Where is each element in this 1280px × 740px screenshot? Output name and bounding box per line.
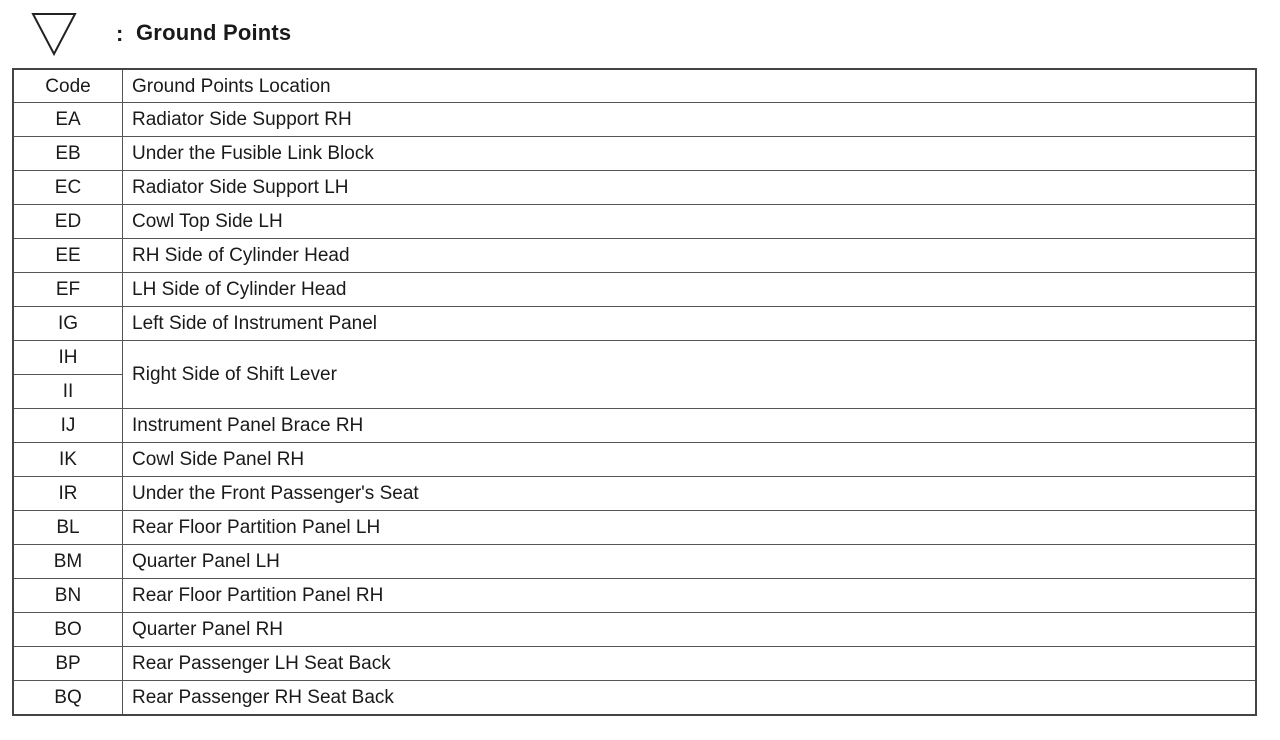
location-cell: Left Side of Instrument Panel [123,307,1257,341]
table-row [13,613,1256,647]
location-cell: Under the Fusible Link Block [123,137,1257,171]
location-cell: Rear Floor Partition Panel RH [123,579,1257,613]
header-colon: : [116,21,124,46]
column-header-code: Code [13,69,123,103]
location-cell: Rear Passenger RH Seat Back [123,681,1257,716]
table-row [13,137,1256,171]
table-row [13,307,1256,341]
table-row [13,579,1256,613]
column-header-location: Ground Points Location [123,69,1257,103]
code-cell: BP [13,647,123,681]
location-cell: Cowl Side Panel RH [123,443,1257,477]
location-cell: Quarter Panel RH [123,613,1257,647]
location-cell: Rear Passenger LH Seat Back [123,647,1257,681]
code-cell: IJ [13,409,123,443]
code-cell: BO [13,613,123,647]
location-cell: Right Side of Shift Lever [123,341,1257,409]
legend-header [30,10,630,60]
table-row [13,171,1256,205]
location-cell: Instrument Panel Brace RH [123,409,1257,443]
code-cell: BQ [13,681,123,716]
location-cell: Radiator Side Support LH [123,171,1257,205]
code-cell: II [13,375,123,409]
location-cell: Under the Front Passenger's Seat [123,477,1257,511]
table-row [13,273,1256,307]
table-row [13,239,1256,273]
table-header-row [13,69,1256,103]
location-cell: LH Side of Cylinder Head [123,273,1257,307]
code-cell: EF [13,273,123,307]
triangle-down-icon [30,10,78,58]
table-row [13,545,1256,579]
table-row [13,205,1256,239]
page-title: Ground Points [136,20,292,45]
table-row [13,511,1256,545]
location-cell: Cowl Top Side LH [123,205,1257,239]
table-row [13,443,1256,477]
table-row [13,477,1256,511]
table-row [13,341,1256,375]
code-cell: EE [13,239,123,273]
location-cell: Radiator Side Support RH [123,103,1257,137]
code-cell: EA [13,103,123,137]
table-row [13,647,1256,681]
code-cell: IH [13,341,123,375]
location-cell: Quarter Panel LH [123,545,1257,579]
table-row [13,409,1256,443]
table-row [13,103,1256,137]
code-cell: IR [13,477,123,511]
table-row [13,681,1256,716]
code-cell: EB [13,137,123,171]
location-cell: Rear Floor Partition Panel LH [123,511,1257,545]
code-cell: IG [13,307,123,341]
code-cell: BN [13,579,123,613]
code-cell: BM [13,545,123,579]
code-cell: BL [13,511,123,545]
code-cell: EC [13,171,123,205]
location-cell: RH Side of Cylinder Head [123,239,1257,273]
code-cell: IK [13,443,123,477]
ground-points-table [12,68,1257,716]
code-cell: ED [13,205,123,239]
